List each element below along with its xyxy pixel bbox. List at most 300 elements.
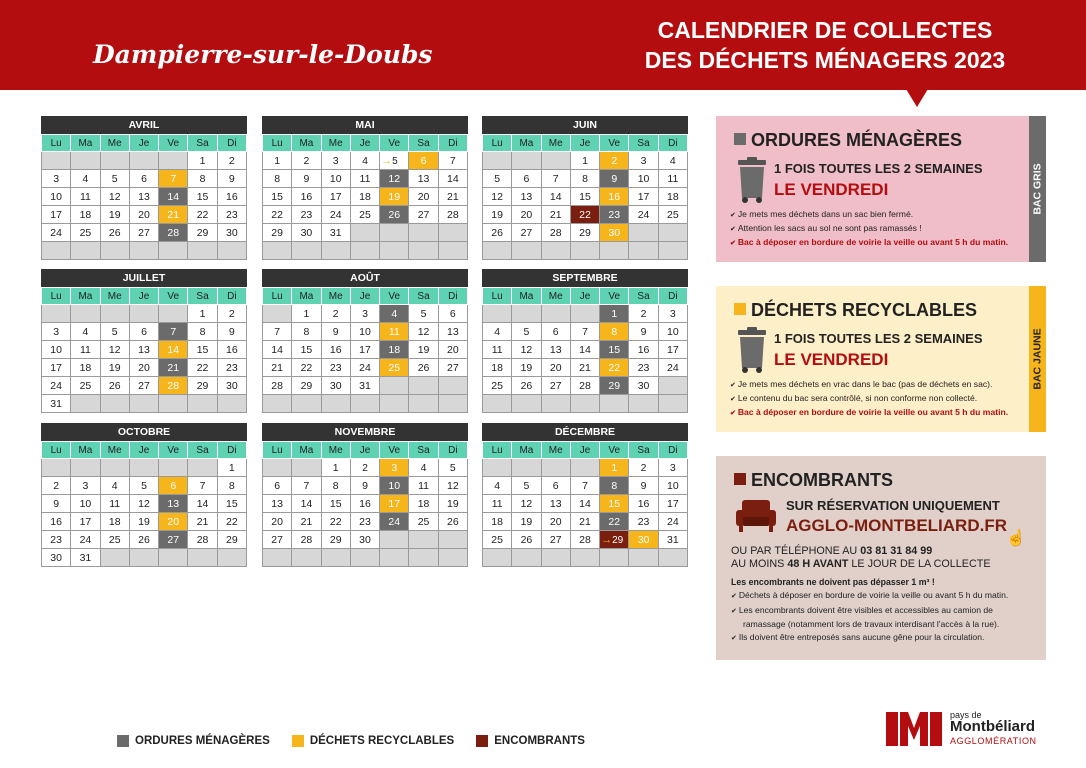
empty-cell (409, 531, 438, 549)
empty-cell (100, 305, 129, 323)
day-cell: 5 (100, 170, 129, 188)
day-cell: 15 (188, 188, 217, 206)
day-cell: 24 (380, 513, 409, 531)
empty-cell (263, 459, 292, 477)
day-cell: 29 (188, 224, 217, 242)
encombrants-bullets (731, 589, 1008, 645)
day-cell: 13 (409, 170, 438, 188)
day-cell: 16 (42, 513, 71, 531)
day-cell: 7 (541, 170, 570, 188)
weekday-header: Ve (159, 288, 188, 305)
day-cell: 31 (658, 531, 687, 549)
legend (117, 735, 585, 747)
day-cell: 22 (263, 206, 292, 224)
day-cell: 23 (600, 206, 629, 224)
day-cell: 2 (600, 152, 629, 170)
day-cell: 2 (217, 305, 246, 323)
day-cell: 5 (438, 459, 467, 477)
day-cell: 10 (350, 323, 379, 341)
day-cell: 18 (100, 513, 129, 531)
logo-line-2: Montbéliard (950, 718, 1035, 735)
weekday-header: Ma (292, 288, 321, 305)
empty-cell (42, 242, 71, 260)
arrow-right-icon: → (601, 533, 613, 546)
empty-cell (541, 305, 570, 323)
day-cell: 25 (483, 531, 512, 549)
empty-cell (129, 549, 158, 567)
empty-cell (100, 549, 129, 567)
day-cell: 11 (483, 341, 512, 359)
day-cell: 12 (100, 188, 129, 206)
day-cell: 25 (380, 359, 409, 377)
day-cell: 28 (188, 531, 217, 549)
weekday-header: Sa (629, 135, 658, 152)
empty-cell (188, 549, 217, 567)
empty-cell (409, 242, 438, 260)
reservation-text: SUR RÉSERVATION UNIQUEMENT (786, 498, 1000, 513)
weekday-header: Je (570, 288, 599, 305)
day-cell: 10 (380, 477, 409, 495)
empty-cell (159, 395, 188, 413)
empty-cell (292, 395, 321, 413)
day-cell: 11 (100, 495, 129, 513)
empty-cell (159, 242, 188, 260)
empty-cell (541, 395, 570, 413)
empty-cell (380, 531, 409, 549)
day-cell: 27 (159, 531, 188, 549)
day-cell: 21 (541, 206, 570, 224)
encombrants-heading (734, 470, 893, 491)
empty-cell (409, 377, 438, 395)
day-cell: 16 (600, 188, 629, 206)
empty-cell (263, 549, 292, 567)
day-cell: 2 (292, 152, 321, 170)
day-cell: 27 (409, 206, 438, 224)
empty-cell (600, 549, 629, 567)
day-cell: 10 (658, 477, 687, 495)
day-cell: 8 (321, 477, 350, 495)
day-cell: 7 (188, 477, 217, 495)
day-cell: 7 (570, 477, 599, 495)
day-cell: 19 (512, 359, 541, 377)
empty-cell (483, 242, 512, 260)
empty-cell (629, 224, 658, 242)
weekday-header: Je (350, 288, 379, 305)
day-cell: 30 (217, 377, 246, 395)
empty-cell (570, 395, 599, 413)
day-cell: 30 (629, 377, 658, 395)
day-cell: 29 (263, 224, 292, 242)
day-cell: 27 (129, 377, 158, 395)
empty-cell (438, 531, 467, 549)
day-cell: 24 (321, 206, 350, 224)
empty-cell (188, 459, 217, 477)
website-link[interactable]: AGGLO-MONTBELIARD.FR (786, 516, 1007, 535)
empty-cell (541, 152, 570, 170)
ordures-frequency: 1 FOIS TOUTES LES 2 SEMAINES (774, 161, 983, 176)
day-cell: 23 (217, 359, 246, 377)
day-cell: 16 (629, 341, 658, 359)
dechets-recyclables-panel (716, 286, 1046, 432)
day-cell: 2 (350, 459, 379, 477)
day-cell: 8 (600, 477, 629, 495)
empty-cell (129, 459, 158, 477)
weekday-header: Lu (42, 135, 71, 152)
empty-cell (629, 395, 658, 413)
day-cell: 18 (483, 513, 512, 531)
weekday-header: Me (100, 442, 129, 459)
weekday-header: Me (100, 135, 129, 152)
day-cell: 17 (71, 513, 100, 531)
day-cell: 2 (629, 305, 658, 323)
day-cell: 8 (188, 170, 217, 188)
empty-cell (100, 459, 129, 477)
brown-square-icon (734, 473, 746, 485)
ordures-bullets (730, 208, 1008, 250)
day-cell: 10 (658, 323, 687, 341)
weekday-header: Ma (71, 288, 100, 305)
day-cell: 27 (129, 224, 158, 242)
day-cell: 29 (570, 224, 599, 242)
day-cell: 12 (380, 170, 409, 188)
empty-cell (100, 242, 129, 260)
day-cell: 6 (159, 477, 188, 495)
weekday-header: Je (350, 442, 379, 459)
weekday-header: Ve (380, 442, 409, 459)
day-cell: 22 (600, 359, 629, 377)
weekday-header: Sa (629, 288, 658, 305)
empty-cell (512, 549, 541, 567)
day-cell: 6 (263, 477, 292, 495)
day-cell: 27 (541, 377, 570, 395)
month-title: NOVEMBRE (262, 423, 468, 441)
day-cell: 8 (217, 477, 246, 495)
weekday-header: Me (321, 135, 350, 152)
empty-cell (100, 395, 129, 413)
day-cell: 30 (321, 377, 350, 395)
month-calendar (482, 116, 688, 260)
day-cell: 31 (350, 377, 379, 395)
day-cell: 9 (629, 323, 658, 341)
day-cell: 12 (129, 495, 158, 513)
day-cell: 16 (629, 495, 658, 513)
brown-square-icon (476, 735, 488, 747)
day-cell: 4 (409, 459, 438, 477)
day-cell: 20 (541, 359, 570, 377)
empty-cell (658, 395, 687, 413)
day-cell: 19 (100, 206, 129, 224)
day-cell: 24 (42, 224, 71, 242)
day-cell: 28 (570, 377, 599, 395)
day-cell: 19 (483, 206, 512, 224)
ordures-bullet-red: ✔ Bac à déposer en bordure de voirie la veille ou avant 5 h du matin. (730, 236, 1008, 250)
day-cell: 3 (321, 152, 350, 170)
weekday-header: Me (321, 288, 350, 305)
weekday-header: Ma (512, 288, 541, 305)
day-cell: 5 (512, 477, 541, 495)
weekday-header: Sa (409, 135, 438, 152)
empty-cell (71, 152, 100, 170)
delay-suffix: LE JOUR DE LA COLLECTE (851, 558, 991, 570)
day-cell: 17 (658, 495, 687, 513)
empty-cell (263, 395, 292, 413)
month-title: OCTOBRE (41, 423, 247, 441)
day-cell: 1 (188, 305, 217, 323)
day-cell: 25 (71, 224, 100, 242)
weekday-header: Ve (380, 135, 409, 152)
yellow-square-icon (734, 303, 746, 315)
empty-cell (380, 242, 409, 260)
day-cell: 28 (159, 224, 188, 242)
day-cell: 8 (188, 323, 217, 341)
day-cell: 9 (321, 323, 350, 341)
day-cell: 26 (129, 531, 158, 549)
delay-line (731, 558, 991, 571)
day-cell: 12 (438, 477, 467, 495)
recyclables-bullet: ✔ Je mets mes déchets en vrac dans le bac (pas de déchets en sac). (730, 378, 1008, 392)
weekday-header: Di (438, 135, 467, 152)
day-cell: 14 (292, 495, 321, 513)
day-cell (600, 531, 629, 549)
day-cell: 18 (71, 206, 100, 224)
day-cell: 14 (188, 495, 217, 513)
weekday-header: Je (129, 288, 158, 305)
day-cell: 16 (321, 341, 350, 359)
weekday-header: Lu (263, 442, 292, 459)
empty-cell (658, 242, 687, 260)
empty-cell (483, 152, 512, 170)
day-cell: 15 (600, 341, 629, 359)
bac-jaune-label: BAC JAUNE (1031, 328, 1044, 390)
empty-cell (71, 242, 100, 260)
phone-number[interactable]: 03 81 31 84 99 (860, 545, 933, 557)
logo-line-1: pays de (950, 710, 982, 720)
day-cell: 11 (71, 188, 100, 206)
day-cell: 28 (438, 206, 467, 224)
empty-cell (350, 242, 379, 260)
weekday-header: Sa (409, 442, 438, 459)
encombrants-bullet-continued: ramassage (notamment lors de travaux interdisant l'accès à la rue). (743, 619, 1000, 629)
weekday-header: Lu (42, 288, 71, 305)
day-cell: 22 (292, 359, 321, 377)
weekday-header: Me (321, 442, 350, 459)
day-cell: 24 (42, 377, 71, 395)
delay-value: 48 H AVANT (787, 558, 849, 570)
empty-cell (188, 242, 217, 260)
day-cell: 16 (217, 188, 246, 206)
month-calendar (262, 116, 468, 260)
day-cell: 9 (629, 477, 658, 495)
day-cell: 16 (217, 341, 246, 359)
day-cell: 6 (541, 477, 570, 495)
empty-cell (512, 305, 541, 323)
day-cell: 22 (188, 206, 217, 224)
empty-cell (321, 549, 350, 567)
empty-cell (71, 459, 100, 477)
day-cell: 12 (100, 341, 129, 359)
day-cell: 4 (350, 152, 379, 170)
day-cell: 6 (409, 152, 438, 170)
day-cell: 13 (129, 341, 158, 359)
weekday-header: Di (658, 135, 687, 152)
delay-prefix: AU MOINS (731, 558, 785, 570)
legend-recyclables-label: DÉCHETS RECYCLABLES (309, 735, 455, 747)
encombrants-bullet: ✔ Déchets à déposer en bordure de voirie la veille ou avant 5 h du matin. (731, 589, 1008, 604)
legend-encombrants (476, 735, 585, 747)
day-cell: 9 (600, 170, 629, 188)
day-cell: 10 (42, 341, 71, 359)
day-cell: 27 (541, 531, 570, 549)
day-cell: 26 (438, 513, 467, 531)
weekday-header: Lu (263, 135, 292, 152)
day-cell: 7 (263, 323, 292, 341)
day-cell: 25 (350, 206, 379, 224)
day-cell: 19 (100, 359, 129, 377)
day-cell: 21 (159, 206, 188, 224)
day-cell: 8 (263, 170, 292, 188)
weekday-header: Di (658, 288, 687, 305)
day-cell: 15 (292, 341, 321, 359)
ordures-heading (734, 130, 962, 151)
day-cell: 5 (512, 323, 541, 341)
recyclables-bullet-red: ✔ Bac à déposer en bordure de voirie la veille ou avant 5 h du matin. (730, 406, 1008, 420)
day-cell: 4 (71, 170, 100, 188)
day-cell: 10 (321, 170, 350, 188)
day-cell: 26 (409, 359, 438, 377)
day-cell: 14 (438, 170, 467, 188)
day-cell: 14 (263, 341, 292, 359)
recyclables-heading-text: DÉCHETS RECYCLABLES (751, 300, 978, 320)
day-cell: 24 (350, 359, 379, 377)
day-cell: 15 (321, 495, 350, 513)
month-calendar (41, 423, 247, 567)
day-cell: 22 (570, 206, 599, 224)
empty-cell (350, 224, 379, 242)
encombrants-bullet: ✔ Ils doivent être entreposés sans aucune gêne pour la circulation. (731, 631, 1008, 646)
day-cell: 15 (263, 188, 292, 206)
day-cell: 4 (100, 477, 129, 495)
day-cell: 4 (658, 152, 687, 170)
empty-cell (512, 395, 541, 413)
size-limit: Les encombrants ne doivent pas dépasser 1 m³ ! (731, 577, 935, 587)
day-cell: 11 (658, 170, 687, 188)
empty-cell (570, 549, 599, 567)
day-cell: 15 (570, 188, 599, 206)
empty-cell (570, 242, 599, 260)
empty-cell (438, 224, 467, 242)
recyclables-bullets (730, 378, 1008, 420)
day-cell: 9 (350, 477, 379, 495)
empty-cell (409, 395, 438, 413)
day-cell: 19 (438, 495, 467, 513)
arrow-right-icon: → (381, 154, 393, 167)
day-cell: 29 (600, 377, 629, 395)
day-cell: 26 (380, 206, 409, 224)
day-cell: 3 (42, 323, 71, 341)
day-cell: 3 (71, 477, 100, 495)
day-cell: 6 (541, 323, 570, 341)
empty-cell (292, 242, 321, 260)
day-cell: 11 (380, 323, 409, 341)
day-cell: 18 (380, 341, 409, 359)
day-cell: 17 (629, 188, 658, 206)
day-cell: 10 (629, 170, 658, 188)
weekday-header: Je (129, 442, 158, 459)
shifted-collection-arrow: →29 (601, 533, 624, 546)
town-name: Dampierre-sur-le-Doubs (93, 40, 433, 69)
ordures-heading-text: ORDURES MÉNAGÈRES (751, 130, 963, 150)
month-title: JUILLET (41, 269, 247, 287)
title-line-2: DES DÉCHETS MÉNAGERS 2023 (644, 47, 1006, 73)
title-line-1: CALENDRIER DE COLLECTES (657, 17, 993, 43)
gray-square-icon (117, 735, 129, 747)
day-cell: 12 (483, 188, 512, 206)
day-cell: 7 (570, 323, 599, 341)
empty-cell (600, 395, 629, 413)
weekday-header: Me (541, 288, 570, 305)
day-cell: 28 (292, 531, 321, 549)
day-cell: 8 (570, 170, 599, 188)
legend-recyclables (292, 735, 454, 747)
day-cell: 6 (512, 170, 541, 188)
day-cell: 21 (292, 513, 321, 531)
empty-cell (541, 459, 570, 477)
weekday-header: Ma (71, 442, 100, 459)
day-cell: 5 (129, 477, 158, 495)
day-cell: 13 (541, 341, 570, 359)
ordures-bullet: ✔ Attention les sacs au sol ne sont pas ramassés ! (730, 222, 1008, 236)
empty-cell (658, 549, 687, 567)
day-cell: 24 (71, 531, 100, 549)
ordures-menageres-panel (716, 116, 1046, 262)
day-cell: 10 (42, 188, 71, 206)
weekday-header: Me (541, 135, 570, 152)
day-cell: 30 (629, 531, 658, 549)
weekday-header: Ve (380, 288, 409, 305)
weekday-header: Ve (159, 135, 188, 152)
day-cell: 3 (658, 459, 687, 477)
month-calendar (482, 269, 688, 413)
day-cell: 14 (570, 495, 599, 513)
day-cell: 30 (42, 549, 71, 567)
day-cell: 29 (321, 531, 350, 549)
day-cell: 13 (541, 495, 570, 513)
weekday-header: Di (217, 135, 246, 152)
day-cell: 14 (159, 341, 188, 359)
phone-line (731, 545, 991, 558)
day-cell: 11 (71, 341, 100, 359)
day-cell: 20 (263, 513, 292, 531)
day-cell: 18 (409, 495, 438, 513)
month-calendar (41, 116, 247, 260)
month-title: DÉCEMBRE (482, 423, 688, 441)
month-calendar (262, 269, 468, 413)
empty-cell (42, 305, 71, 323)
day-cell: 24 (658, 513, 687, 531)
day-cell: 12 (512, 495, 541, 513)
day-cell: 28 (263, 377, 292, 395)
day-cell: 2 (217, 152, 246, 170)
weekday-header: Sa (188, 135, 217, 152)
weekday-header: Sa (409, 288, 438, 305)
weekday-header: Lu (483, 288, 512, 305)
day-cell: 9 (42, 495, 71, 513)
day-cell: 1 (570, 152, 599, 170)
day-cell: 26 (512, 377, 541, 395)
empty-cell (483, 549, 512, 567)
empty-cell (217, 549, 246, 567)
empty-cell (129, 242, 158, 260)
